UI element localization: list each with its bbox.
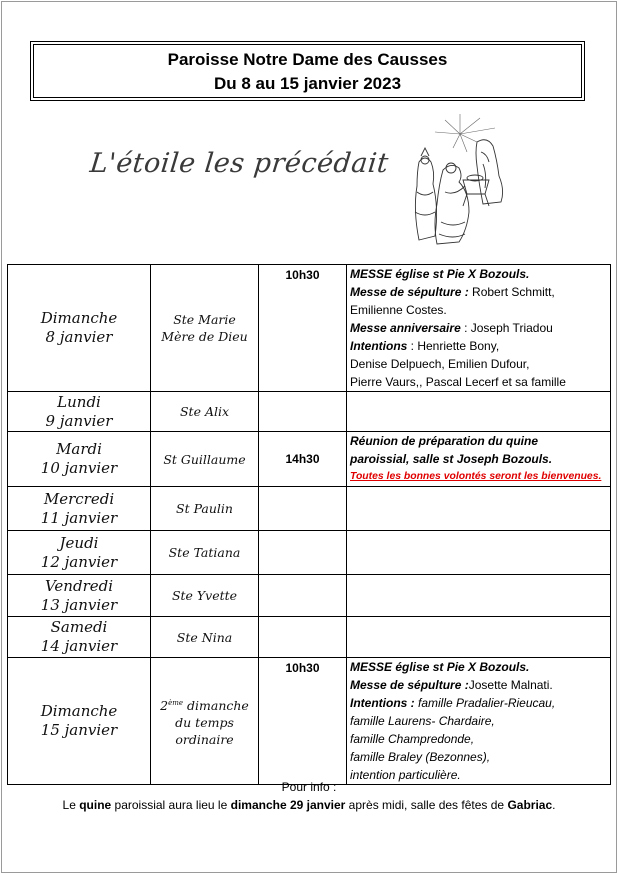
detail-line: Emilienne Costes. xyxy=(350,303,447,317)
day-date: 14 janvier xyxy=(40,637,118,655)
detail-label: Messe de sépulture : xyxy=(350,678,469,692)
day-date: 15 janvier xyxy=(40,721,118,739)
time-cell: 10h30 xyxy=(259,265,347,392)
info-text: Le xyxy=(62,798,80,812)
info-bold: Gabriac xyxy=(507,798,553,812)
day-name: Jeudi xyxy=(59,533,99,552)
saint-cell xyxy=(151,432,259,487)
saint-ordinal-suffix: ème xyxy=(168,698,184,707)
time-cell xyxy=(259,487,347,531)
details-cell xyxy=(347,575,611,617)
day-name: Lundi xyxy=(57,392,101,411)
info-text: après midi, salle des fêtes de xyxy=(345,798,508,812)
details-cell xyxy=(347,617,611,658)
detail-text: : Joseph Triadou xyxy=(464,321,553,335)
info-bold: dimanche 29 janvier xyxy=(230,798,346,812)
saint-line: Ste Marie xyxy=(173,312,236,327)
time-cell xyxy=(259,392,347,432)
detail-line: intention particulière. xyxy=(350,768,461,782)
detail-text: : Henriette Bony, xyxy=(410,339,500,353)
day-name: Dimanche xyxy=(40,309,118,327)
detail-text: Robert Schmitt, xyxy=(472,285,555,299)
weekly-schedule-table xyxy=(7,264,611,785)
day-cell xyxy=(8,487,151,531)
day-cell xyxy=(8,531,151,575)
detail-label: Messe de sépulture : xyxy=(350,285,473,299)
saint-cell xyxy=(151,392,259,432)
day-cell xyxy=(8,658,151,785)
detail-line: MESSE église st Pie X Bozouls. xyxy=(350,267,530,281)
detail-line: famille Braley (Bezonnes), xyxy=(350,750,491,764)
volunteers-notice: Toutes les bonnes volontés seront les bienvenues. xyxy=(350,471,602,482)
details-cell xyxy=(347,658,611,785)
detail-label: Intentions : xyxy=(350,696,418,710)
detail-line: Pierre Vaurs,, Pascal Lecerf et sa famille xyxy=(350,375,566,389)
time-cell xyxy=(259,531,347,575)
day-date: 9 janvier xyxy=(45,411,113,430)
saint-word: dimanche xyxy=(183,697,249,713)
detail-line: MESSE église st Pie X Bozouls. xyxy=(350,660,530,674)
detail-line: famille Champredonde, xyxy=(350,732,475,746)
table-row xyxy=(8,392,611,432)
info-bold: quine xyxy=(79,798,112,812)
details-cell xyxy=(347,531,611,575)
day-date: 12 janvier xyxy=(40,552,118,571)
day-cell xyxy=(8,617,151,658)
table-row xyxy=(8,575,611,617)
saint-cell xyxy=(151,617,259,658)
time-cell: 14h30 xyxy=(259,432,347,487)
day-cell xyxy=(8,575,151,617)
saint-line: ordinaire xyxy=(175,731,234,747)
saint-ordinal: 2 xyxy=(160,697,169,713)
day-name: Vendredi xyxy=(44,576,114,595)
detail-text: Josette Malnati. xyxy=(468,678,553,692)
detail-line: paroissial, salle st Joseph Bozouls. xyxy=(350,452,553,466)
saint-line: Mère de Dieu xyxy=(161,329,248,344)
info-text: . xyxy=(552,798,556,812)
table-row xyxy=(8,432,611,487)
details-cell xyxy=(347,392,611,432)
saint-line: Ste Nina xyxy=(176,629,233,645)
saint-line: St Guillaume xyxy=(163,451,246,467)
saint-line: du temps xyxy=(175,714,234,730)
day-cell xyxy=(8,265,151,392)
saint-cell xyxy=(151,487,259,531)
time-cell xyxy=(259,617,347,658)
table-row xyxy=(8,531,611,575)
banner-title: L'étoile les précédait xyxy=(88,148,391,179)
day-date: 13 janvier xyxy=(40,595,118,614)
detail-line: Réunion de préparation du quine xyxy=(350,434,539,448)
saint-line: Ste Tatiana xyxy=(168,545,241,560)
info-paragraph xyxy=(0,796,618,814)
table-row xyxy=(8,487,611,531)
table-row xyxy=(8,265,611,392)
time-cell: 10h30 xyxy=(259,658,347,785)
day-cell xyxy=(8,392,151,432)
day-date: 10 janvier xyxy=(40,459,118,477)
table-row xyxy=(8,617,611,658)
day-date: 11 janvier xyxy=(40,508,118,527)
time-cell xyxy=(259,575,347,617)
day-date: 8 janvier xyxy=(45,328,113,346)
saint-cell xyxy=(151,575,259,617)
info-text: paroissial aura lieu le xyxy=(111,798,231,812)
details-cell xyxy=(347,265,611,392)
saint-cell xyxy=(151,265,259,392)
saint-line: Ste Yvette xyxy=(171,588,238,603)
saint-cell xyxy=(151,658,259,785)
detail-line: famille Laurens- Chardaire, xyxy=(350,714,495,728)
day-name: Mardi xyxy=(56,440,102,458)
saint-line: Ste Alix xyxy=(179,404,230,419)
day-cell xyxy=(8,432,151,487)
day-name: Samedi xyxy=(50,618,108,636)
detail-line: Denise Delpuech, Emilien Dufour, xyxy=(350,357,530,371)
parish-name: Paroisse Notre Dame des Causses xyxy=(167,50,448,69)
saint-line: St Paulin xyxy=(176,501,233,516)
nativity-illustration xyxy=(405,112,505,257)
info-heading: Pour info : xyxy=(281,780,337,794)
day-name: Dimanche xyxy=(40,702,118,720)
saint-line xyxy=(151,695,258,714)
detail-text: famille Pradalier-Rieucau, xyxy=(418,696,556,710)
detail-label: Messe anniversaire xyxy=(350,321,465,335)
details-cell xyxy=(347,487,611,531)
day-name: Mercredi xyxy=(43,489,115,508)
detail-label: Intentions xyxy=(350,339,411,353)
table-row xyxy=(8,658,611,785)
details-cell xyxy=(347,432,611,487)
date-range: Du 8 au 15 janvier 2023 xyxy=(213,74,402,93)
saint-cell xyxy=(151,531,259,575)
header-box xyxy=(30,41,585,101)
